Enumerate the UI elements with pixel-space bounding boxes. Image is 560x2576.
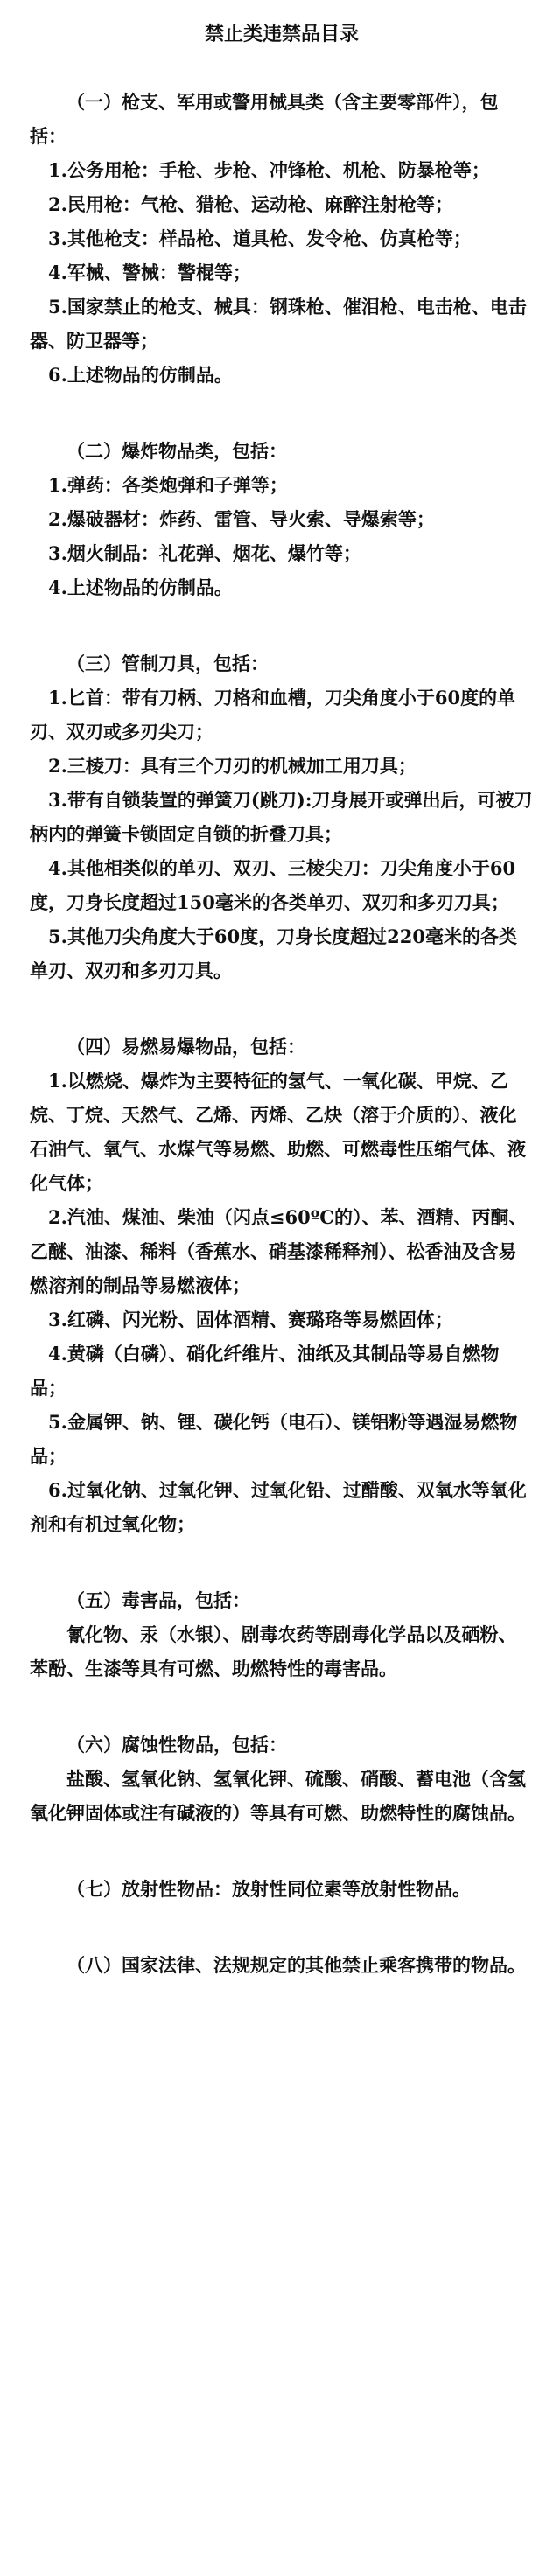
category-item: 3.其他枪支：样品枪、道具枪、发令枪、仿真枪等； (48, 227, 472, 249)
category-item: 3.带有自锁装置的弹簧刀(跳刀):刀身展开或弹出后，可被刀柄内的弹簧卡锁固定自锁的折叠刀具； (30, 789, 533, 845)
category-section (30, 434, 534, 604)
category-item: 1.匕首：带有刀柄、刀格和血槽，刀尖角度小于60度的单刃、双刃或多刃尖刀； (30, 687, 516, 743)
category-item: 2.汽油、煤油、柴油（闪点≤60ºC的）、苯、酒精、丙酮、乙醚、油漆、稀料（香蕉水、硝基漆稀释剂）、松香油及含易燃溶剂的制品等易燃液体； (30, 1206, 528, 1296)
category-item: 氰化物、汞（水银）、剧毒农药等剧毒化学品以及硒粉、苯酚、生漆等具有可燃、助燃特性的毒害品。 (30, 1623, 517, 1679)
category-heading: （八）国家法律、法规规定的其他禁止乘客携带的物品。 (66, 1954, 526, 1976)
category-item: 6.过氧化钠、过氧化钾、过氧化铅、过醋酸、双氧水等氧化剂和有机过氧化物； (30, 1479, 527, 1535)
category-item: 3.烟火制品：礼花弹、烟花、爆竹等； (48, 542, 361, 564)
category-section (30, 1872, 534, 1906)
category-heading: （七）放射性物品：放射性同位素等放射性物品。 (66, 1878, 471, 1900)
category-item: 1.弹药：各类炮弹和子弹等； (48, 474, 288, 496)
category-item: 4.其他相类似的单刃、双刃、三棱尖刀：刀尖角度小于60度，刀身长度超过150毫米的各类单刃、双刃和多刃刀具； (30, 857, 516, 913)
category-section (30, 1583, 534, 1686)
category-section (30, 85, 534, 392)
category-item: 6.上述物品的仿制品。 (48, 364, 233, 386)
category-section (30, 1948, 534, 1982)
category-heading: （六）腐蚀性物品，包括： (66, 1734, 287, 1756)
page-title: 禁止类违禁品目录 (204, 24, 359, 45)
category-item: 3.红磷、闪光粉、固体酒精、赛璐珞等易燃固体； (48, 1309, 453, 1330)
category-item: 盐酸、氢氧化钠、氢氧化钾、硫酸、硝酸、蓄电池（含氢氧化钾固体或注有碱液的）等具有可燃、助燃特性的腐蚀品。 (30, 1768, 526, 1824)
category-item: 4.黄磷（白磷）、硝化纤维片、油纸及其制品等易自燃物品； (30, 1343, 500, 1399)
category-item: 1.以燃烧、爆炸为主要特征的氢气、一氧化碳、甲烷、乙烷、丁烷、天然气、乙烯、丙烯、乙炔（溶于介质的）、液化石油气、氧气、水煤气等易燃、助燃、可燃毒性压缩气体、液化气体； (30, 1070, 526, 1194)
category-heading: （一）枪支、军用或警用械具类（含主要零部件），包括： (30, 91, 499, 147)
category-item: 1.公务用枪：手枪、步枪、冲锋枪、机枪、防暴枪等； (48, 159, 490, 181)
category-item: 5.国家禁止的枪支、械具：钢珠枪、催泪枪、电击枪、电击器、防卫器等； (30, 296, 527, 352)
category-item: 5.其他刀尖角度大于60度，刀身长度超过220毫米的各类单刃、双刃和多刃刀具。 (30, 925, 517, 981)
category-heading: （四）易燃易爆物品，包括： (66, 1036, 305, 1058)
category-section (30, 1728, 534, 1830)
category-item: 2.爆破器材：炸药、雷管、导火索、导爆索等； (48, 508, 435, 530)
category-heading: （五）毒害品，包括： (66, 1589, 250, 1611)
category-heading: （二）爆炸物品类，包括： (66, 440, 287, 462)
category-section (30, 646, 534, 988)
category-list (30, 85, 534, 1982)
category-item: 2.民用枪：气枪、猎枪、运动枪、麻醉注射枪等； (48, 193, 453, 215)
category-item: 5.金属钾、钠、锂、碳化钙（电石）、镁铝粉等遇湿易燃物品； (30, 1411, 518, 1467)
category-item: 4.上述物品的仿制品。 (48, 576, 233, 598)
category-heading: （三）管制刀具，包括： (66, 653, 269, 674)
category-item: 4.军械、警械：警棍等； (48, 262, 251, 283)
category-section (30, 1030, 534, 1541)
category-item: 2.三棱刀：具有三个刀刃的机械加工用刀具； (48, 755, 416, 777)
